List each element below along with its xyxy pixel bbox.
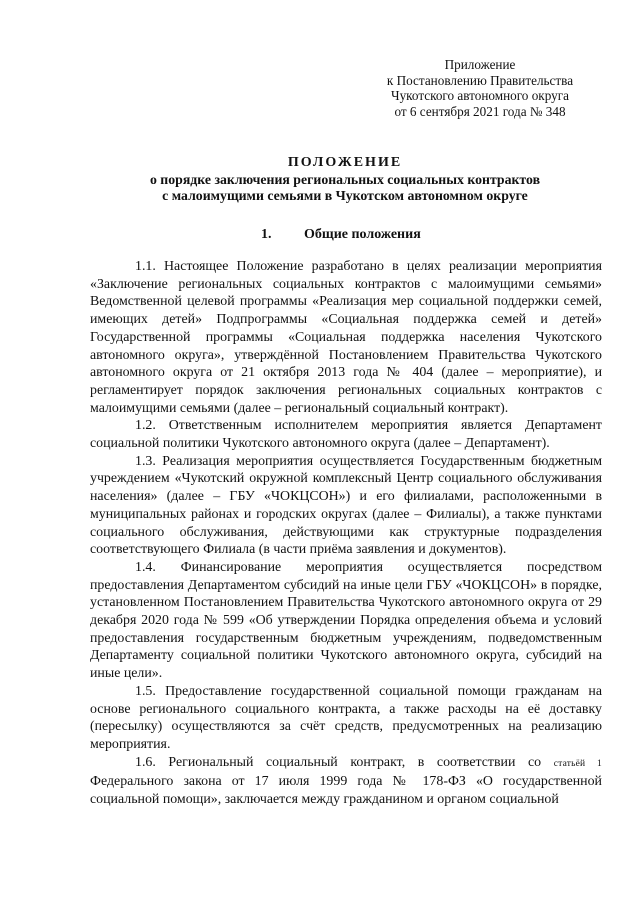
paragraph-text: Федерального закона от 17 июля 1999 года № 178-ФЗ «О государственной социальной помощи», заключается между гражданином и органом социальной: [90, 774, 602, 808]
paragraph-text: 1.6. Региональный социальный контракт, в соответствии со: [135, 754, 554, 770]
paragraph-1-2: 1.2. Ответственным исполнителем мероприятия является Департамент социальной политики Чукотского автономного округа (далее – Департамент).: [90, 418, 602, 452]
law-article-link[interactable]: статьёй 1: [553, 758, 602, 769]
paragraph-1-5: 1.5. Предоставление государственной социальной помощи гражданам на основе регионального социального контракта, а также расходы на её доставку (пересылку) осуществляются за счёт средств, предусмотренных на реализацию мероприятия.: [90, 683, 602, 752]
section-name: Общие положения: [304, 227, 421, 242]
appendix-line: к Постановлению Правительства: [386, 72, 574, 88]
paragraph-1-1: 1.1. Настоящее Положение разработано в целях реализации мероприятия «Заключение региональных социальных контрактов с малоимущими семьями» Ведомственной целевой программы «Реализация мер социальной поддержки семей, имеющих детей» Подпрограммы «Социальная поддержка семей и детей» Государственной программы «Социальная поддержка населения Чукотского автономного округа», утверждённой Постановлением Правительства Чукотского автономного округа от 21 октября 2013 года № 404 (далее – мероприятие), и регламентирует порядок заключения региональных социальных контрактов с малоимущими семьями (далее – региональный социальный контракт).: [90, 259, 602, 416]
appendix-line: Приложение: [444, 57, 516, 72]
paragraph-1-4: 1.4. Финансирование мероприятия осуществляется посредством предоставления Департаментом субсидий на иные цели ГБУ «ЧОКЦСОН» в порядке, установленном Постановлением Правительства Чукотского автономного округа от 29 декабря 2020 года № 599 «Об утверждении Порядка определения объема и условий предоставления государственным бюджетным учреждениям, подведомственным Департаменту социальной политики Чукотского автономного округа, субсидий на иные цели».: [90, 559, 602, 682]
appendix-line: Чукотского автономного округа: [391, 88, 569, 103]
title-subheading: о порядке заключения региональных социальных контрактов: [149, 171, 541, 187]
title-subheading: с малоимущими семьями в Чукотском автономном округе: [162, 188, 528, 203]
appendix-note: [360, 57, 600, 119]
title-heading: ПОЛОЖЕНИЕ: [287, 155, 403, 170]
paragraph-1-3: 1.3. Реализация мероприятия осуществляется Государственным бюджетным учреждением «Чукотский окружной комплексный Центр социального обслуживания населения» (далее – ГБУ «ЧОКЦСОН») и его филиалами, расположенными в муниципальных районах и городских округах (далее – Филиалы), а также пунктами социального обслуживания, действующими как структурные подразделения соответствующего Филиала (в части приёма заявления и документов).: [90, 453, 602, 558]
section-number: 1.: [261, 227, 272, 242]
paragraph-1-6: [90, 754, 602, 809]
appendix-line: от 6 сентября 2021 года № 348: [394, 103, 566, 119]
document-body: [90, 258, 602, 809]
document-title: [60, 155, 630, 205]
